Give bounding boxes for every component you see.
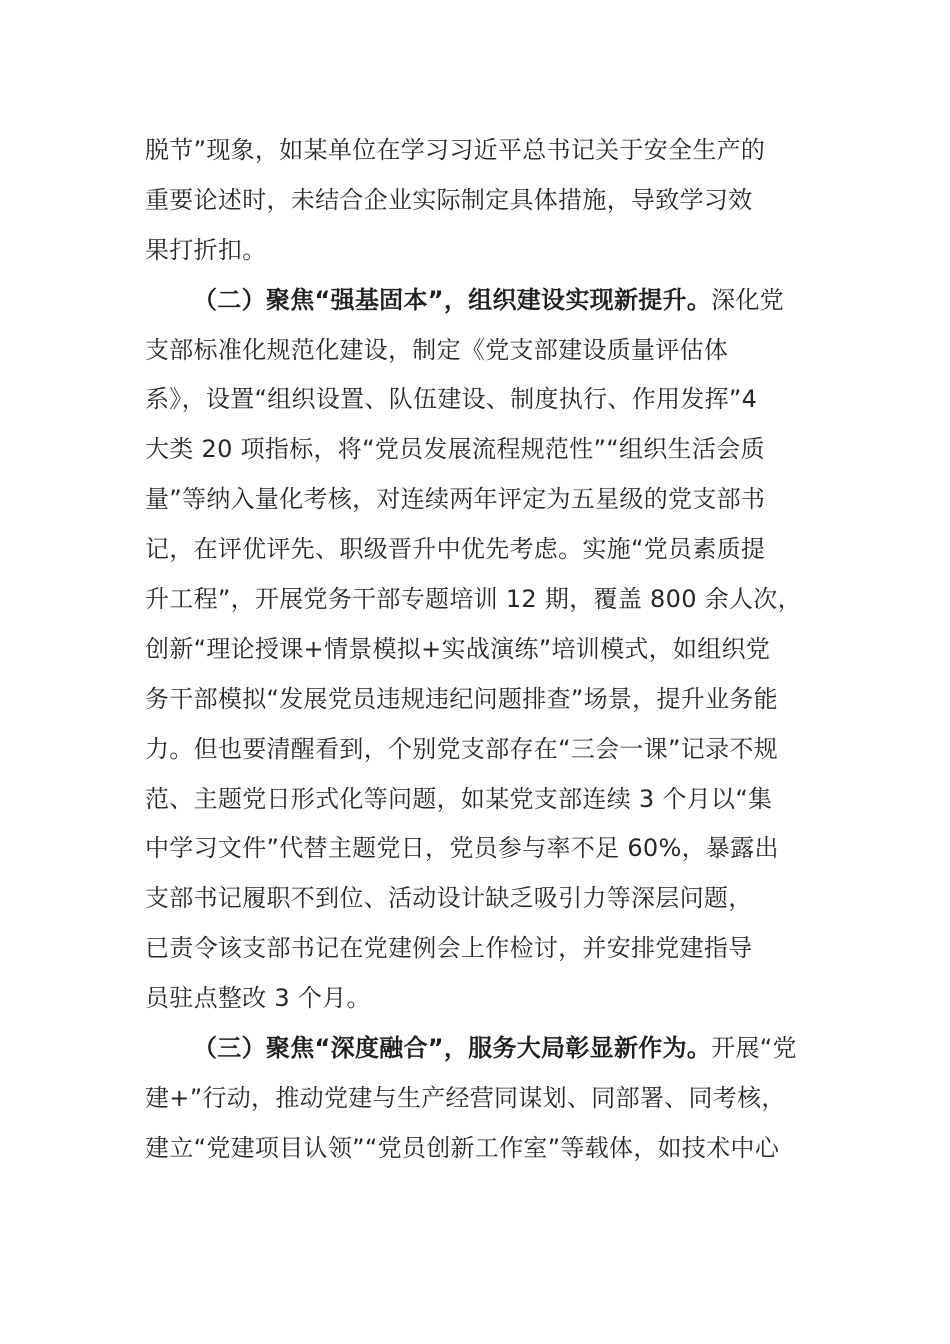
text-run: 开展“党 (711, 1034, 797, 1063)
text-line: 中学习文件”代替主题党日，党员参与率不足 60%，暴露出 (145, 834, 779, 863)
text-line: 范、主题党日形式化等问题，如某党支部连续 3 个月以“集 (145, 784, 773, 813)
text-line: 力。但也要清醒看到，个别党支部存在“三会一课”记录不规 (145, 734, 778, 763)
text-line: 创新“理论授课+情景模拟+实战演练”培训模式，如组织党 (145, 634, 771, 663)
text-line: 员驻点整改 3 个月。 (145, 984, 371, 1013)
text-line: 量”等纳入量化考核，对连续两年评定为五星级的党支部书 (145, 485, 766, 514)
text-line: 重要论述时，未结合企业实际制定具体措施，导致学习效 (145, 185, 753, 214)
text-line: 大类 20 项指标，将“党员发展流程规范性”“组织生活会质 (145, 435, 765, 464)
text-line (145, 276, 820, 326)
section-heading: （二）聚焦“强基固本”，组织建设实现新提升。 (193, 285, 712, 314)
text-line: 支部书记履职不到位、活动设计缺乏吸引力等深层问题， (145, 884, 753, 913)
text-run: 深化党 (711, 285, 785, 314)
text-line: 务干部模拟“发展党员违规违纪问题排查”场景，提升业务能 (145, 684, 778, 713)
document-body (145, 126, 820, 1174)
text-line: 已责令该支部书记在党建例会上作检讨，并安排党建指导 (145, 934, 753, 963)
paragraph-continuation (145, 126, 820, 276)
text-line: 系》，设置“组织设置、队伍建设、制度执行、作用发挥”4 (145, 385, 758, 414)
text-line: 脱节”现象，如某单位在学习习近平总书记关于安全生产的 (145, 136, 766, 164)
text-line: 建+”行动，推动党建与生产经营同谋划、同部署、同考核， (145, 1083, 786, 1112)
text-line: 果打折扣。 (145, 235, 267, 264)
text-line: 支部标准化规范化建设，制定《党支部建设质量评估体 (145, 335, 729, 364)
text-line (145, 1024, 820, 1074)
section-heading: （三）聚焦“深度融合”，服务大局彰显新作为。 (193, 1034, 712, 1063)
text-line: 建立“党建项目认领”“党员创新工作室”等载体，如技术中心 (145, 1133, 780, 1162)
paragraph-deep-integration (145, 1024, 820, 1174)
text-line: 升工程”，开展党务干部专题培训 12 期，覆盖 800 余人次， (145, 585, 802, 614)
paragraph-organization-building (145, 276, 820, 1024)
text-line: 记，在评优评先、职级晋升中优先考虑。实施“党员素质提 (145, 535, 766, 564)
